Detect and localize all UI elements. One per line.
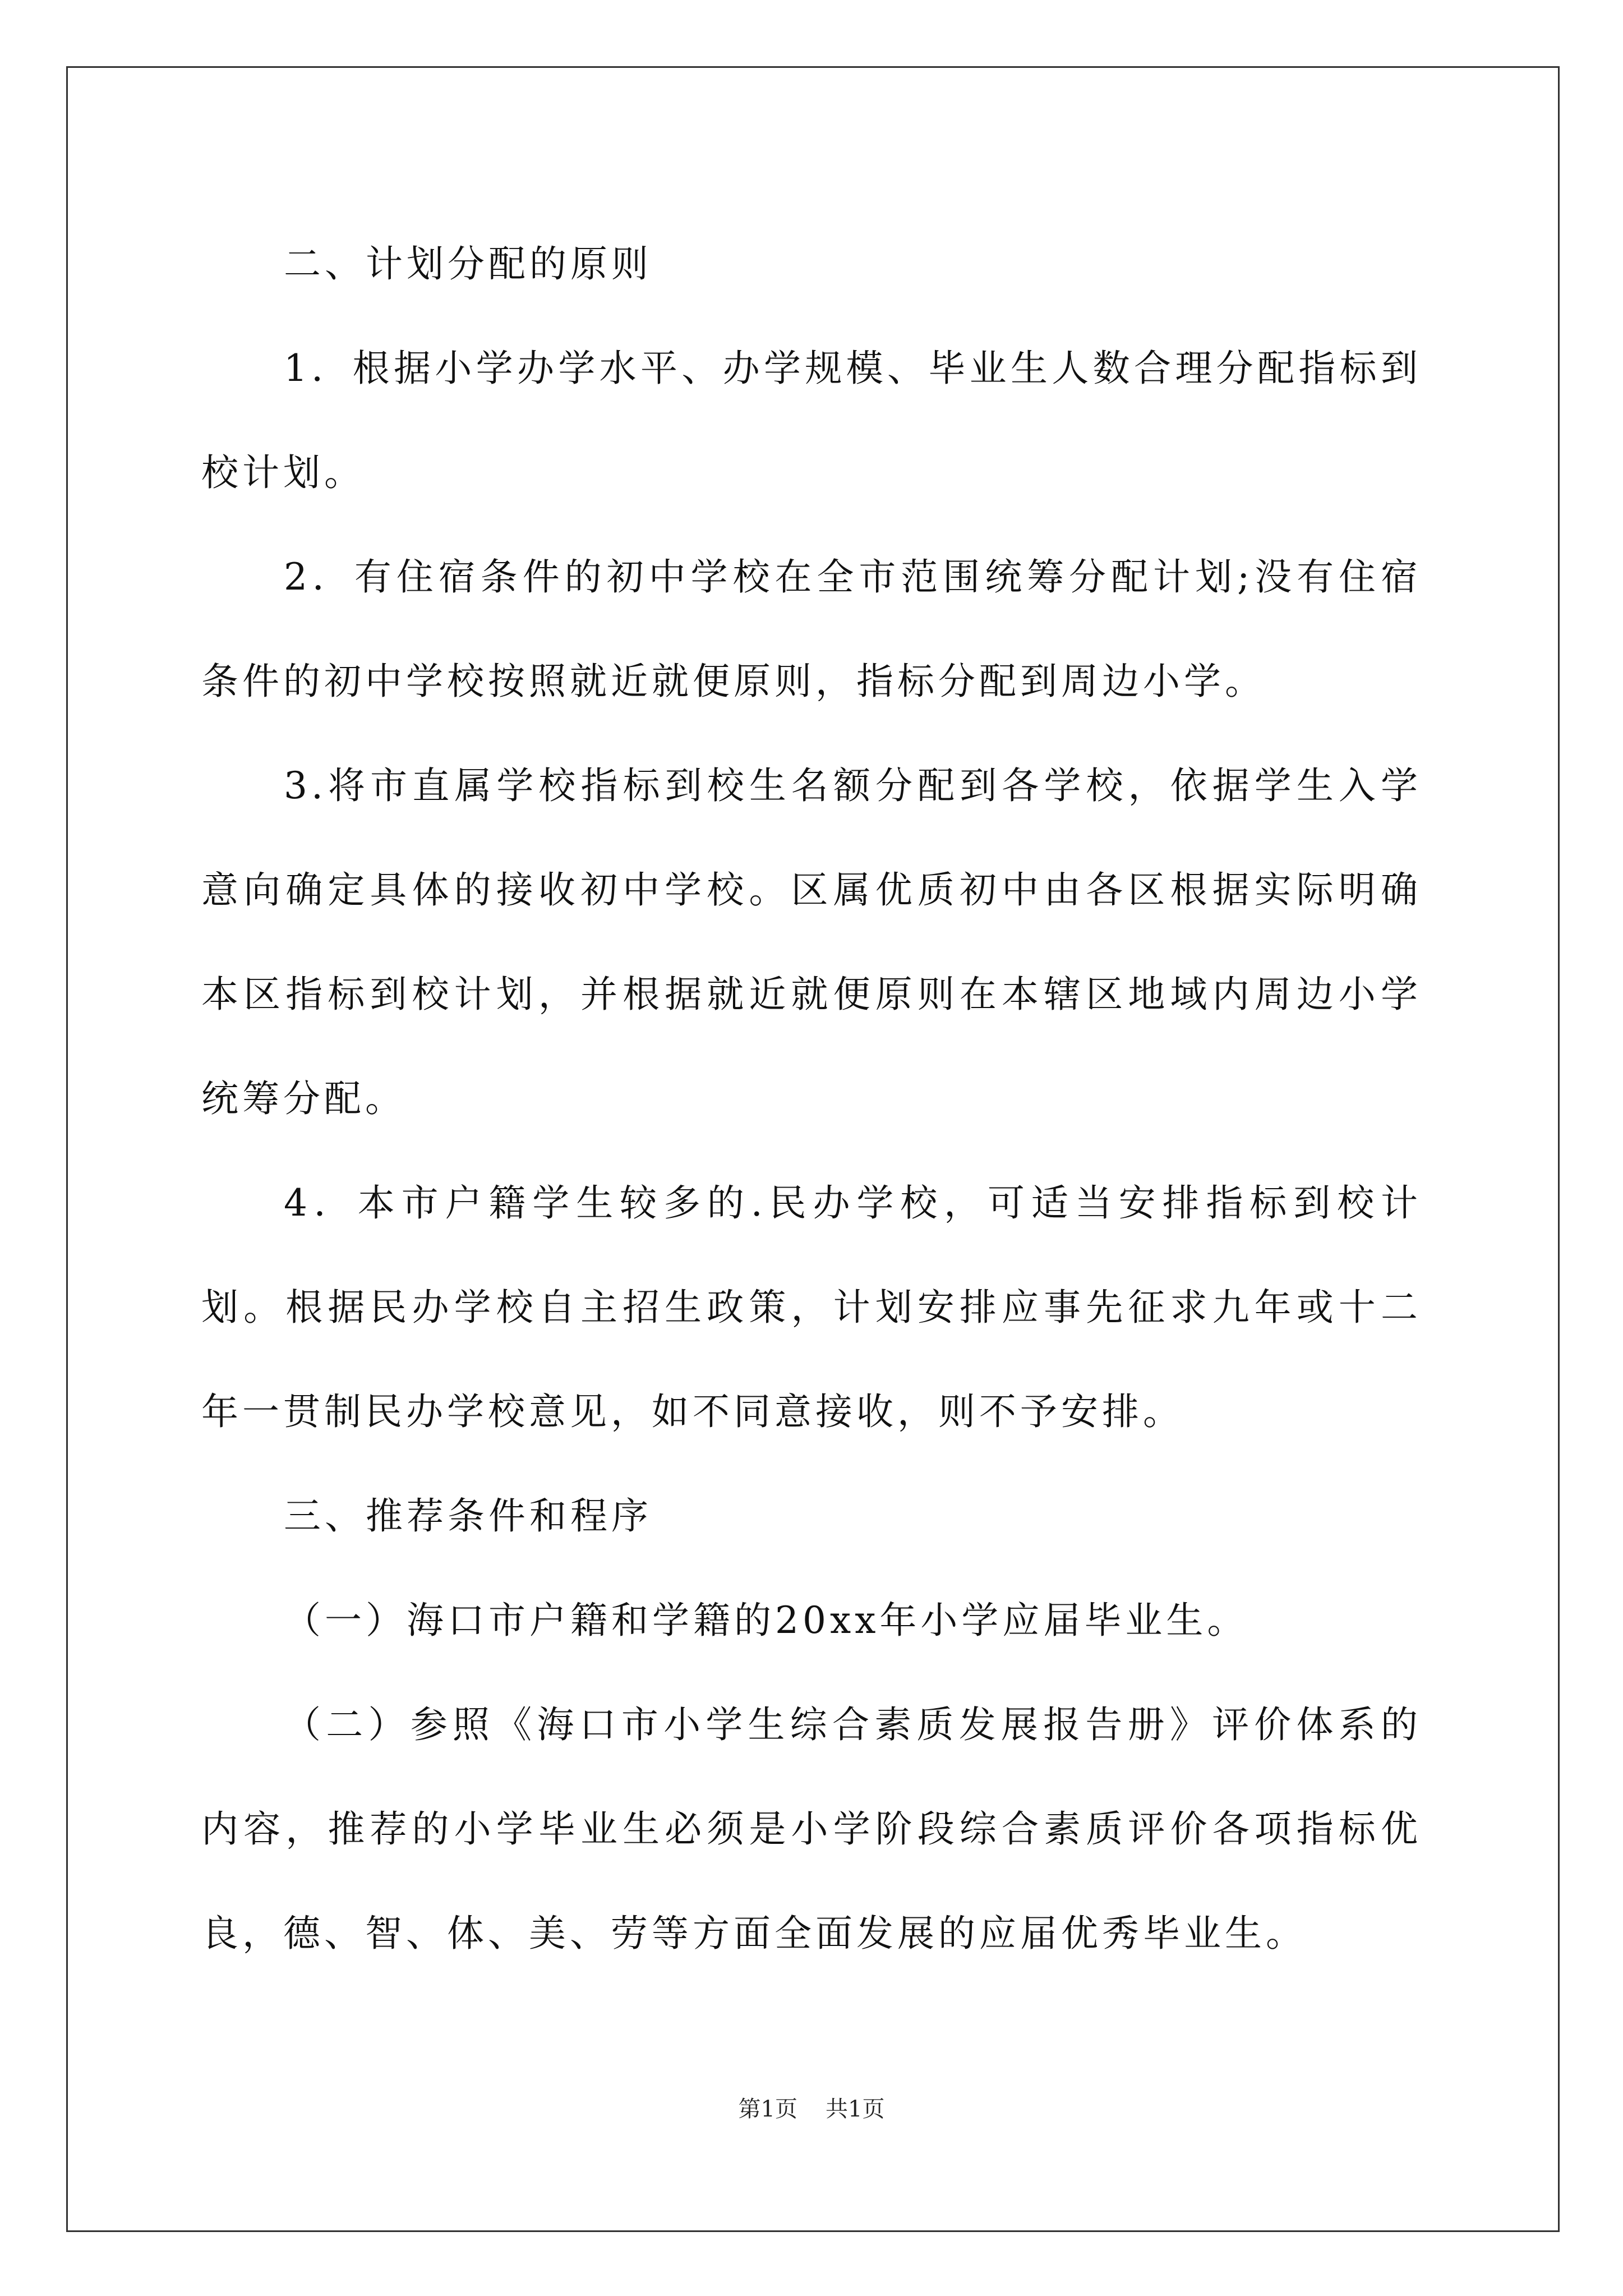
paragraph-principle-4: 4．本市户籍学生较多的.民办学校，可适当安排指标到校计划。根据民办学校自主招生政策，计划安排应事先征求九年或十二年一贯制民办学校意见，如不同意接收，则不予安排。 xyxy=(201,1181,1422,1433)
paragraph-condition-2: （二）参照《海口市小学生综合素质发展报告册》评价体系的内容，推荐的小学毕业生必须是小学阶段综合素质评价各项指标优良，德、智、体、美、劳等方面全面发展的应届优秀毕业生。 xyxy=(201,1703,1422,1955)
paragraph-principle-2: 2．有住宿条件的初中学校在全市范围统筹分配计划;没有住宿条件的初中学校按照就近就便原则，指标分配到周边小学。 xyxy=(201,555,1422,703)
section-heading-allocation-principles: 二、计划分配的原则 xyxy=(284,242,652,286)
document-body xyxy=(201,212,1422,1986)
page-number-total: 共1页 xyxy=(826,2096,885,2122)
page-footer xyxy=(0,2095,1623,2123)
paragraph-condition-1: （一）海口市户籍和学籍的20xx年小学应届毕业生。 xyxy=(284,1599,1248,1642)
section-heading-recommendation-conditions: 三、推荐条件和程序 xyxy=(284,1494,652,1538)
paragraph-principle-1: 1．根据小学办学水平、办学规模、毕业生人数合理分配指标到校计划。 xyxy=(201,347,1422,494)
page-number-current: 第1页 xyxy=(738,2096,797,2122)
paragraph-principle-3: 3.将市直属学校指标到校生名额分配到各学校，依据学生入学意向确定具体的接收初中学校。区属优质初中由各区根据实际明确本区指标到校计划，并根据就近就便原则在本辖区地域内周边小学统筹分配。 xyxy=(201,764,1422,1120)
